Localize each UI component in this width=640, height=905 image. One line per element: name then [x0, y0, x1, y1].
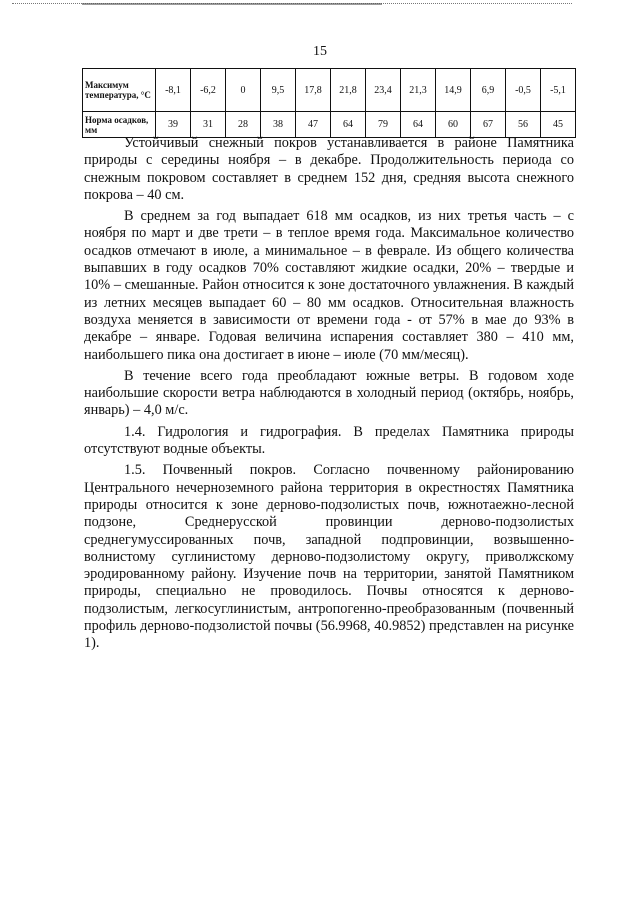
table-row-max-temperature	[83, 69, 576, 112]
table-cell: 6,9	[471, 69, 506, 112]
climate-table	[82, 68, 576, 138]
table-cell: 45	[541, 112, 576, 138]
row-label: Максимум температура, °С	[83, 69, 156, 112]
row-label: Норма осадков, мм	[83, 112, 156, 138]
table-cell: 64	[401, 112, 436, 138]
table-cell: -8,1	[156, 69, 191, 112]
table-cell: 21,3	[401, 69, 436, 112]
scan-artifact	[12, 3, 572, 7]
paragraph-snow-cover: Устойчивый снежный покров устанавливается в районе Памятника природы с середины ноября – в декабре. Продолжительность периода со снежным покровом составляет в среднем 152 дня, средняя высота снежного покрова – 40 см.	[84, 135, 574, 203]
table-cell: 47	[296, 112, 331, 138]
table-cell: -6,2	[191, 69, 226, 112]
table-cell: 21,8	[331, 69, 366, 112]
table-cell: 60	[436, 112, 471, 138]
scan-artifact-dark	[82, 3, 382, 5]
table-cell: 38	[261, 112, 296, 138]
paragraph-soil-cover: 1.5. Почвенный покров. Согласно почвенному районированию Центрального нечерноземного района территория в окрестностях Памятника природы относится к зоне дерново-подзолистых почв, южнотаежно-лесной подзоне, Среднерусской провинции дерново-подзолистых среднегумуссированных почв, западной подпровинции, возвышенно-волнистому суглинистому дерново-подзолистому округу, приволжскому эродированному району. Изучение почв на территории, занятой Памятником природы, специально не проводилось. Почвы относятся к дерново-подзолистым, легкосуглинистым, антропогенно-преобразованным (почвенный профиль дерново-подзолистой почвы (56.9968, 40.9852) представлен на рисунке 1).	[84, 462, 574, 652]
table-cell: 39	[156, 112, 191, 138]
table-cell: 17,8	[296, 69, 331, 112]
table-cell: 64	[331, 112, 366, 138]
body-text	[84, 135, 574, 657]
table-cell: -5,1	[541, 69, 576, 112]
table-cell: 56	[506, 112, 541, 138]
paragraph-precipitation: В среднем за год выпадает 618 мм осадков, из них третья часть – с ноября по март и две трети – в теплое время года. Максимальное количество осадков отмечают в июле, а минимальное – в феврале. Из общего количества выпавших в году осадков 70% составляют жидкие осадки, 20% – твердые и 10% – смешанные. Район относится к зоне достаточного увлажнения. В каждый из летних месяцев выпадает 60 – 80 мм осадков. Относительная влажность воздуха меняется в зависимости от времени года - от 57% в мае до 93% в декабре – январе. Годовая величина испарения составляет 380 – 410 мм, наибольшего пика она достигает в июне – июле (70 мм/месяц).	[84, 208, 574, 363]
table-cell: 14,9	[436, 69, 471, 112]
table-cell: 28	[226, 112, 261, 138]
table-cell: -0,5	[506, 69, 541, 112]
table-row-precipitation	[83, 112, 576, 138]
table-cell: 79	[366, 112, 401, 138]
table-cell: 9,5	[261, 69, 296, 112]
table-cell: 23,4	[366, 69, 401, 112]
page-number: 15	[313, 44, 327, 59]
table-cell: 67	[471, 112, 506, 138]
table-cell: 31	[191, 112, 226, 138]
table-cell: 0	[226, 69, 261, 112]
paragraph-hydrology: 1.4. Гидрология и гидрография. В пределах Памятника природы отсутствуют водные объекты.	[84, 423, 574, 458]
paragraph-winds: В течение всего года преобладают южные ветры. В годовом ходе наибольшие скорости ветра наблюдаются в холодный период (октябрь, ноябрь, январь) – 4,0 м/с.	[84, 367, 574, 419]
